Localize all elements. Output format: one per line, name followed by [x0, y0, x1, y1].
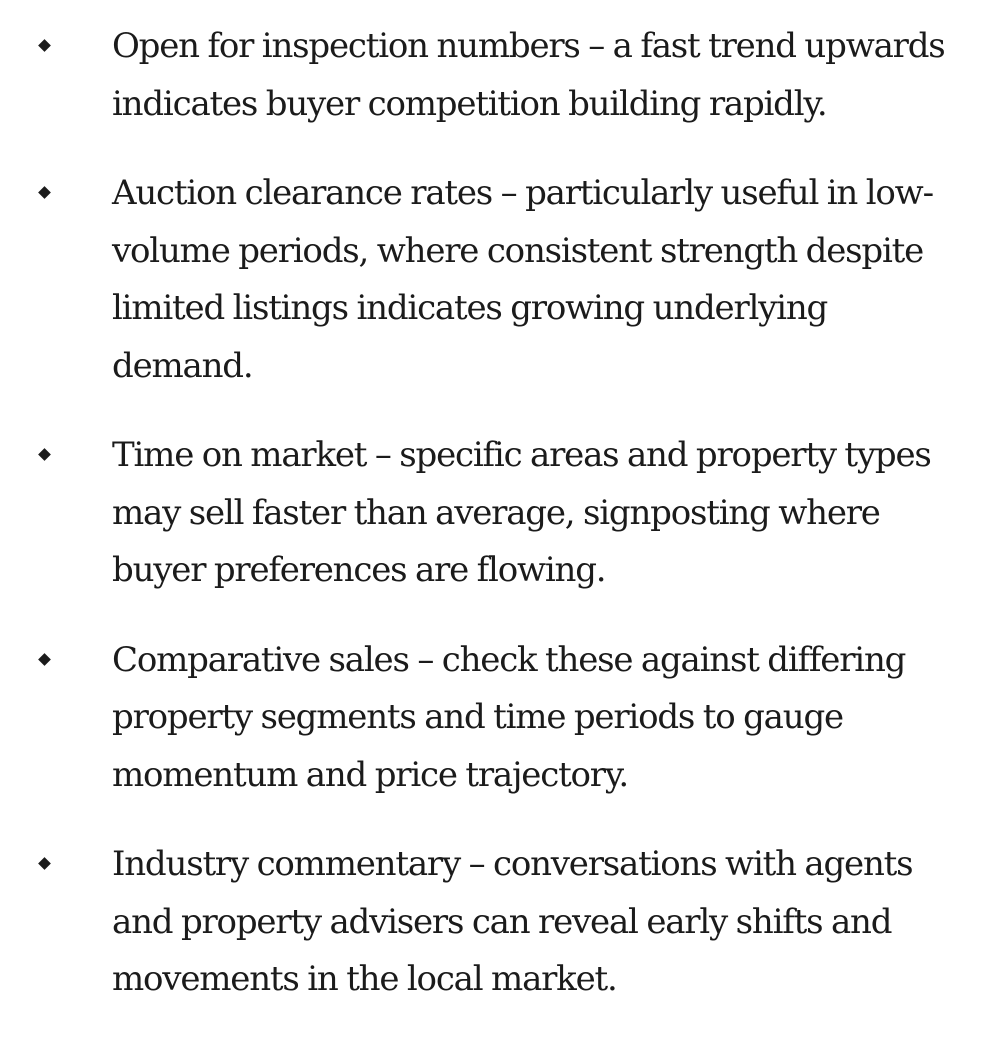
- list-item: [0, 165, 994, 395]
- list-item-text: Industry commentary – conversations with agents and property advisers can reveal early shifts and movements in the local market.: [112, 844, 913, 999]
- bullet-list: [0, 18, 994, 1041]
- list-item: [0, 427, 994, 600]
- list-item: [0, 18, 994, 133]
- diamond-bullet-icon: [38, 857, 51, 870]
- diamond-bullet-icon: [38, 39, 51, 52]
- list-item-text: Time on market – specific areas and property types may sell faster than average, signposting where buyer preferences are flowing.: [112, 435, 931, 590]
- diamond-bullet-icon: [38, 186, 51, 199]
- diamond-bullet-icon: [38, 653, 51, 666]
- list-item: [0, 836, 994, 1009]
- list-item-text: Comparative sales – check these against differing property segments and time periods to gauge momentum and price trajectory.: [112, 639, 906, 795]
- list-item-text: Open for inspection numbers – a fast trend upwards indicates buyer competition building rapidly.: [112, 26, 945, 124]
- list-item: [0, 632, 994, 805]
- diamond-bullet-icon: [38, 448, 51, 461]
- list-item-text: Auction clearance rates – particularly useful in low-volume periods, where consistent strength despite limited listings indicates growing underlying demand.: [112, 173, 933, 386]
